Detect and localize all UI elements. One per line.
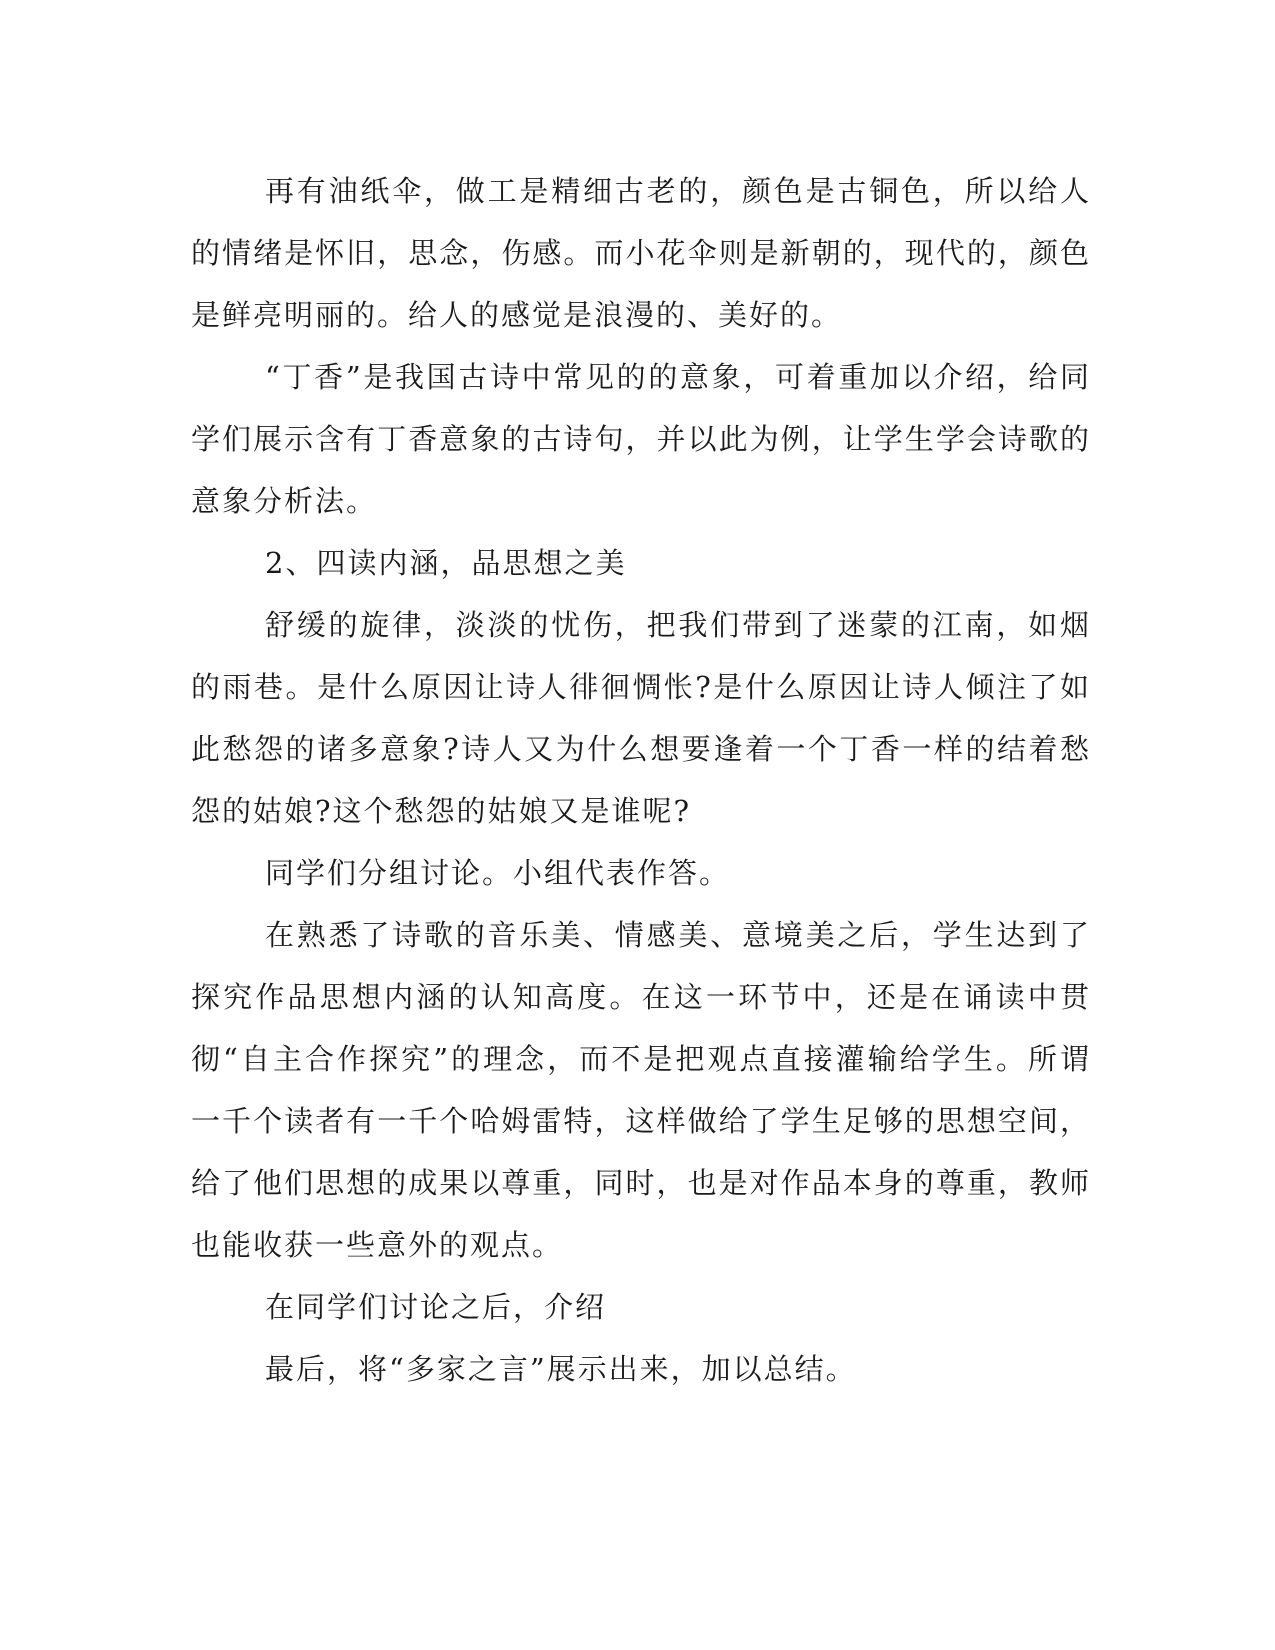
paragraph-teaching-approach: 在熟悉了诗歌的音乐美、情感美、意境美之后，学生达到了探究作品思想内涵的认知高度。在这一环节中，还是在诵读中贯彻“自主合作探究”的理念，而不是把观点直接灌输给学生。所谓一千个读者有一千个哈姆雷特，这样做给了学生足够的思想空间，给了他们思想的成果以尊重，同时，也是对作品本身的尊重，教师也能收获一些意外的观点。 (191, 918, 1091, 1262)
section-heading-fourth-reading: 2、四读内涵，品思想之美 (265, 546, 627, 580)
document-body (191, 160, 1091, 1400)
paragraph-oil-paper-umbrella: 再有油纸伞，做工是精细古老的，颜色是古铜色，所以给人的情绪是怀旧，思念，伤感。而小花伞则是新朝的，现代的，颜色是鲜亮明丽的。给人的感觉是浪漫的、美好的。 (191, 174, 1091, 332)
paragraph-after-discussion: 在同学们讨论之后，介绍 (265, 1290, 607, 1324)
paragraph-discussion-questions: 舒缓的旋律，淡淡的忧伤，把我们带到了迷蒙的江南，如烟的雨巷。是什么原因让诗人徘徊惆怅?是什么原因让诗人倾注了如此愁怨的诸多意象?诗人又为什么想要逢着一个丁香一样的结着愁怨的姑娘?这个愁怨的姑娘又是谁呢? (191, 608, 1091, 828)
paragraph-summary: 最后，将“多家之言”展示出来，加以总结。 (265, 1352, 857, 1386)
paragraph-lilac-imagery: “丁香”是我国古诗中常见的的意象，可着重加以介绍，给同学们展示含有丁香意象的古诗句，并以此为例，让学生学会诗歌的意象分析法。 (191, 360, 1091, 518)
paragraph-group-discussion: 同学们分组讨论。小组代表作答。 (265, 856, 731, 890)
